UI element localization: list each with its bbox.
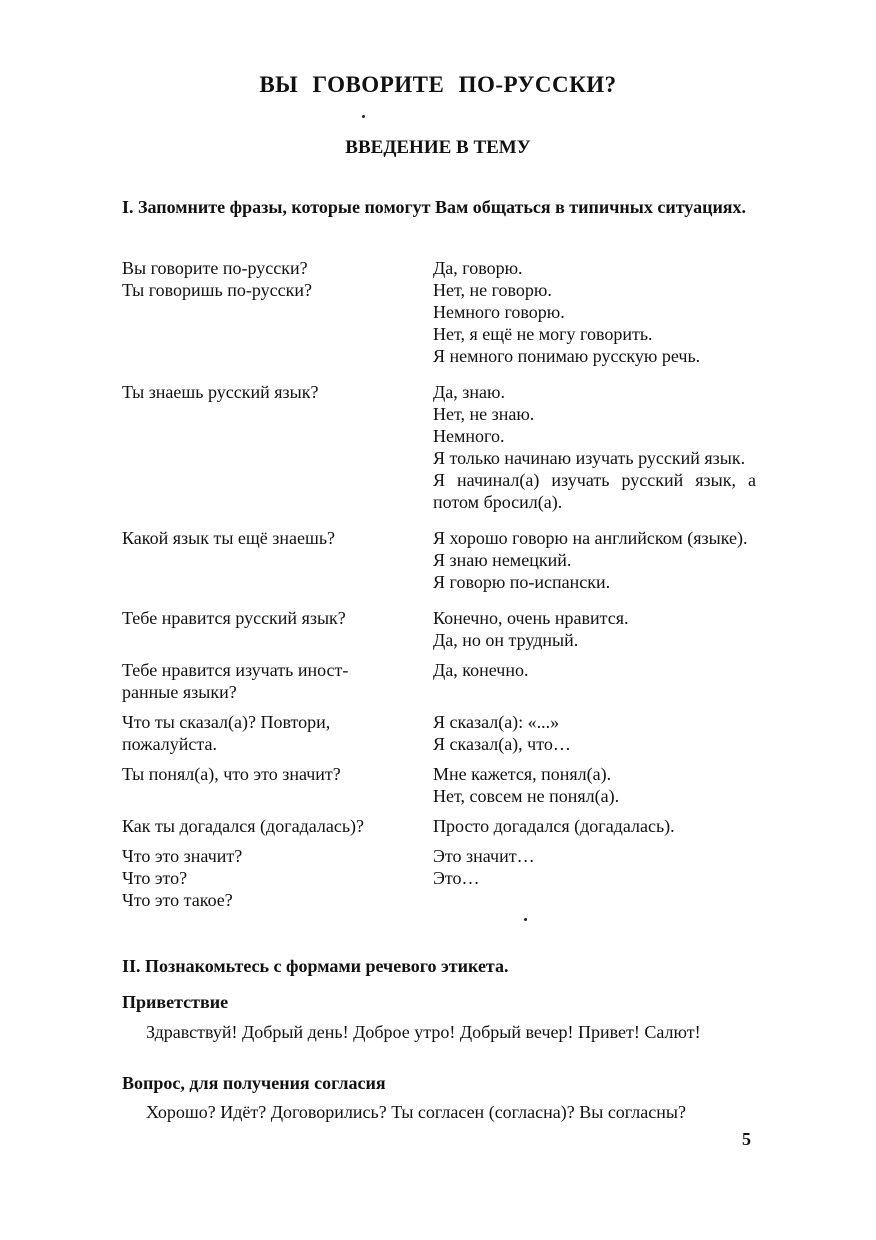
question-line: Какой язык ты ещё знаешь? <box>122 528 336 548</box>
answer-line: Да, говорю. <box>433 258 523 278</box>
question-cell <box>122 845 433 911</box>
question-cell <box>122 659 372 703</box>
answer-line: Да, конечно. <box>433 660 529 680</box>
answer-line: Нет, совсем не понял(а). <box>433 786 620 806</box>
phrase-row <box>122 607 756 651</box>
answer-line: Да, но он трудный. <box>433 630 579 650</box>
answer-cell <box>433 763 756 807</box>
print-speck <box>524 918 527 921</box>
task-1-heading: I. Запомните фразы, которые помогут Вам общаться в типичных ситуациях. <box>122 197 747 217</box>
answer-line: Я сказал(а): «...» <box>433 712 560 732</box>
agreement-heading: Вопрос, для получения согласия <box>122 1073 386 1093</box>
answer-line: Немного. <box>433 426 505 446</box>
phrase-row <box>122 659 756 703</box>
answer-line: Это… <box>433 868 480 888</box>
answer-line: Я начинал(а) изучать русский язык, а потом бросил(а). <box>433 470 756 512</box>
answer-cell <box>433 711 756 755</box>
question-line: Ты говоришь по-русски? <box>122 280 312 300</box>
question-cell <box>122 257 433 367</box>
phrase-row <box>122 763 756 807</box>
answer-line: Я сказал(а), что… <box>433 734 571 754</box>
section-subtitle: ВВЕДЕНИЕ В ТЕМУ <box>345 137 531 158</box>
answer-line: Немного говорю. <box>433 302 565 322</box>
answer-cell <box>433 607 756 651</box>
question-line: Тебе нравится изучать иност-ранные языки? <box>122 660 349 702</box>
answer-cell <box>433 527 756 593</box>
question-line: Что ты сказал(а)? Повтори, пожалуйста. <box>122 712 331 754</box>
question-cell <box>122 381 433 513</box>
answer-cell <box>433 257 756 367</box>
question-line: Что это? <box>122 868 188 888</box>
page-title: ВЫ ГОВОРИТЕ ПО-РУССКИ? <box>259 72 617 97</box>
answer-line: Я говорю по-испански. <box>433 572 611 592</box>
phrase-row <box>122 381 756 513</box>
answer-line: Я немного понимаю русскую речь. <box>433 346 701 366</box>
question-line: Что это значит? <box>122 846 243 866</box>
answer-line: Да, знаю. <box>433 382 505 402</box>
question-line: Тебе нравится русский язык? <box>122 608 346 628</box>
answer-line: Я хорошо говорю на английском (языке). <box>433 528 748 548</box>
greeting-heading: Приветствие <box>122 992 229 1012</box>
phrase-row <box>122 711 756 755</box>
answer-line: Я знаю немецкий. <box>433 550 572 570</box>
phrase-row <box>122 257 756 367</box>
answer-line: Нет, не говорю. <box>433 280 552 300</box>
phrase-row <box>122 845 756 911</box>
question-cell <box>122 711 372 755</box>
answer-line: Мне кажется, понял(а). <box>433 764 612 784</box>
question-line: Вы говорите по-русски? <box>122 258 308 278</box>
page-number: 5 <box>742 1129 751 1149</box>
phrase-table <box>122 257 756 919</box>
answer-line: Я только начинаю изучать русский язык. <box>433 448 746 468</box>
question-cell <box>122 527 433 593</box>
question-cell <box>122 607 433 651</box>
task-2-heading: II. Познакомьтесь с формами речевого этикета. <box>122 956 509 976</box>
print-speck <box>362 115 365 118</box>
agreement-text: Хорошо? Идёт? Договорились? Ты согласен (согласна)? Вы согласны? <box>146 1102 686 1122</box>
question-line: Ты понял(а), что это значит? <box>122 764 341 784</box>
question-line: Что это такое? <box>122 890 233 910</box>
answer-line: Нет, не знаю. <box>433 404 535 424</box>
question-cell <box>122 763 433 807</box>
greeting-text: Здравствуй! Добрый день! Доброе утро! Добрый вечер! Привет! Салют! <box>146 1022 701 1042</box>
answer-line: Это значит… <box>433 846 535 866</box>
question-cell <box>122 815 433 837</box>
question-line: Как ты догадался (догадалась)? <box>122 816 365 836</box>
answer-cell <box>433 659 756 703</box>
answer-cell <box>433 381 756 513</box>
phrase-row <box>122 527 756 593</box>
question-line: Ты знаешь русский язык? <box>122 382 319 402</box>
answer-line: Нет, я ещё не могу говорить. <box>433 324 653 344</box>
answer-cell <box>433 815 756 837</box>
phrase-row <box>122 815 756 837</box>
answer-line: Конечно, очень нравится. <box>433 608 629 628</box>
answer-line: Просто догадался (догадалась). <box>433 816 675 836</box>
answer-cell <box>433 845 756 911</box>
